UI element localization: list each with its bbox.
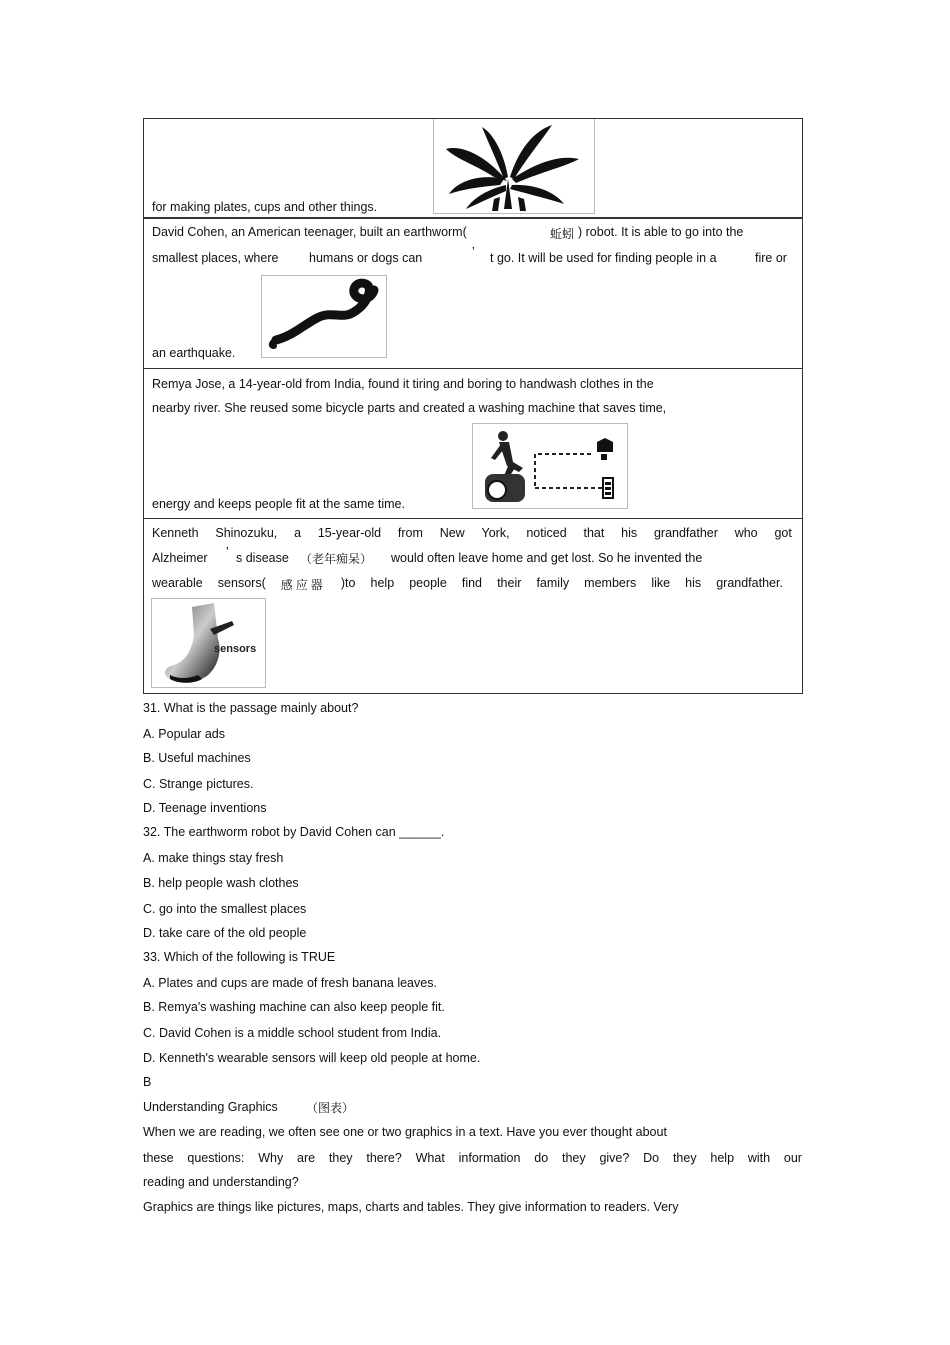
row2-line2-d: fire or — [755, 251, 787, 265]
row4-line1: Kenneth Shinozuku, a 15-year-old from New York, noticed that his grandfather who got — [152, 526, 792, 540]
row3-line1: Remya Jose, a 14-year-old from India, found it tiring and boring to handwash clothes in the — [152, 377, 654, 391]
row2-line2-a: smallest places, where — [152, 251, 279, 265]
q33-option-c: C. David Cohen is a middle school student from India. — [143, 1026, 442, 1040]
q31-option-b: B. Useful machines — [143, 751, 251, 765]
row3-line2: nearby river. She reused some bicycle parts and created a washing machine that saves time, — [152, 401, 667, 415]
section-b-p1-line1: When we are reading, we often see one or two graphics in a text. Have you ever thought about — [143, 1125, 667, 1139]
earthworm-icon — [262, 276, 386, 357]
bicycle-washer-image — [472, 423, 628, 509]
row-washing-machine — [143, 368, 803, 519]
section-b-p2-line1: Graphics are things like pictures, maps, charts and tables. They give information to readers. Very — [143, 1200, 679, 1214]
q32-option-b: B. help people wash clothes — [143, 876, 299, 890]
earthworm-image — [261, 275, 387, 358]
q33-option-b: B. Remya's washing machine can also keep people fit. — [143, 1000, 445, 1014]
q31-option-d: D. Teenage inventions — [143, 801, 267, 815]
q32-option-d: D. take care of the old people — [143, 926, 307, 940]
banana-plant-icon — [434, 119, 594, 213]
q31-option-c: C. Strange pictures. — [143, 777, 254, 791]
section-b-p1-line3: reading and understanding? — [143, 1175, 299, 1189]
row4-line3: wearable sensors( 感应器 )to help people find their family members like his grandfather. — [152, 576, 783, 592]
sensors-label: sensors — [214, 643, 257, 655]
q33-stem: 33. Which of the following is TRUE — [143, 950, 336, 964]
row-banana-leaves — [143, 118, 803, 218]
row3-line3: energy and keeps people fit at the same time. — [152, 497, 405, 511]
row4-line2-apos: ’ — [226, 545, 229, 559]
row4-line2-a: Alzheimer — [152, 551, 208, 565]
row2-line2-b: humans or dogs can — [309, 251, 423, 265]
q33-option-a: A. Plates and cups are made of fresh banana leaves. — [143, 976, 437, 990]
row4-line2-b: s disease — [236, 551, 289, 565]
row2-line2-c: t go. It will be used for finding people in a — [490, 251, 717, 265]
sensor-sock-image — [151, 598, 266, 688]
banana-plant-image — [433, 119, 595, 214]
row4-line2-cn: （老年痴呆） — [300, 552, 373, 566]
bicycle-washer-icon — [473, 424, 627, 508]
q32-stem: 32. The earthworm robot by David Cohen can ______. — [143, 825, 445, 839]
row2-line1-b: ) robot. It is able to go into the — [578, 225, 744, 239]
section-b-p1-line2: these questions: Why are they there? What information do they give? Do they help with our — [143, 1151, 802, 1165]
row2-line1-cn: 蚯蚓 — [550, 227, 575, 241]
section-b-title-cn: （图表） — [306, 1101, 355, 1115]
q31-option-a: A. Popular ads — [143, 727, 225, 741]
row4-line2-c: would often leave home and get lost. So he invented the — [391, 551, 703, 565]
q33-option-d: D. Kenneth's wearable sensors will keep old people at home. — [143, 1051, 481, 1065]
q32-option-c: C. go into the smallest places — [143, 902, 307, 916]
row2-line2-apos: ’ — [472, 245, 475, 259]
section-b-title: Understanding Graphics — [143, 1100, 278, 1114]
row1-text: for making plates, cups and other things. — [152, 200, 378, 214]
row-earthworm-robot — [143, 218, 803, 369]
row2-line3: an earthquake. — [152, 346, 236, 360]
q32-option-a: A. make things stay fresh — [143, 851, 284, 865]
section-b-label: B — [143, 1075, 152, 1089]
row2-line1-a: David Cohen, an American teenager, built an earthworm( — [152, 225, 467, 239]
q31-stem: 31. What is the passage mainly about? — [143, 701, 359, 715]
